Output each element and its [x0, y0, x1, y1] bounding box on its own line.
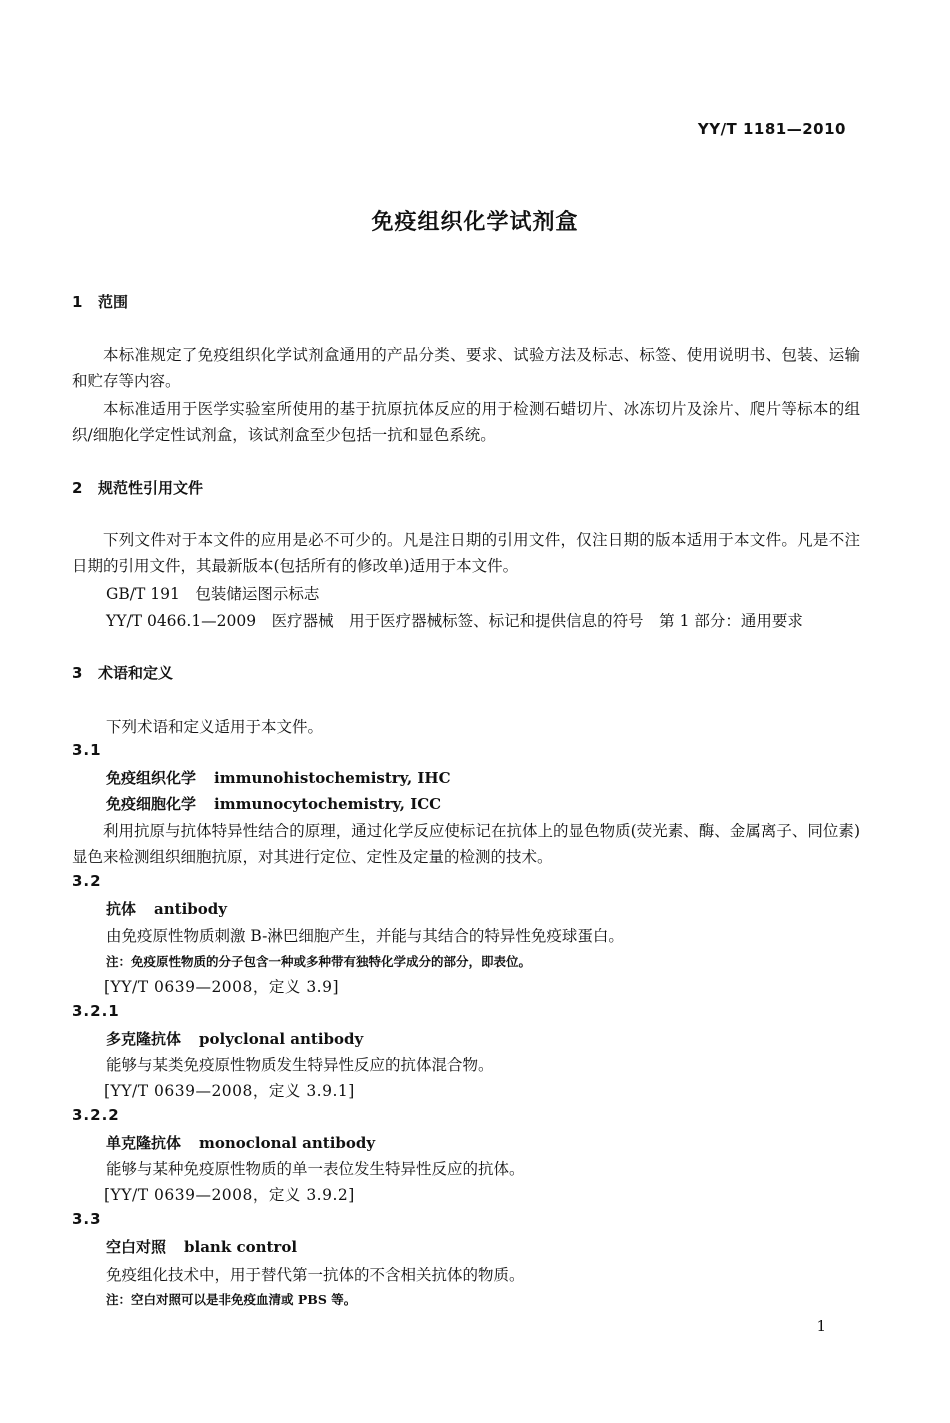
- term-cn: 免疫组织化学: [106, 769, 197, 787]
- clause-number-3-2-1: 3.2.1: [72, 1002, 120, 1020]
- term-blank-control: [106, 1236, 297, 1257]
- section-number: 1: [72, 293, 83, 311]
- term-cn: 单克隆抗体: [106, 1134, 182, 1152]
- term-en: monoclonal antibody: [199, 1134, 376, 1152]
- term-monoclonal-antibody: [106, 1132, 375, 1153]
- clause-number-3-2-2: 3.2.2: [72, 1106, 120, 1124]
- reference-yy-t-0466-1: YY/T 0466.1—2009 医疗器械 用于医疗器械标签、标记和提供信息的符号 第 1 部分：通用要求: [106, 612, 803, 630]
- note-3-3: 注：空白对照可以是非免疫血清或 PBS 等。: [106, 1292, 357, 1307]
- source-3-2-2: [YY/T 0639—2008，定义 3.9.2]: [104, 1186, 355, 1204]
- term-immunohistochemistry: [106, 767, 451, 788]
- term-en: immunocytochemistry, ICC: [214, 795, 442, 813]
- term-en: antibody: [154, 900, 227, 918]
- section-title: 术语和定义: [98, 664, 174, 682]
- section-title: 规范性引用文件: [98, 479, 204, 497]
- clause-number-3-1: 3.1: [72, 741, 102, 759]
- term-polyclonal-antibody: [106, 1028, 363, 1049]
- term-en: polyclonal antibody: [199, 1030, 364, 1048]
- clause-number-3-3: 3.3: [72, 1210, 102, 1228]
- document-title: 免疫组织化学试剂盒: [371, 210, 579, 235]
- source-3-2-1: [YY/T 0639—2008，定义 3.9.1]: [104, 1082, 355, 1100]
- definition-3-2-2: 能够与某种免疫原性物质的单一表位发生特异性反应的抗体。: [106, 1160, 525, 1178]
- term-antibody: [106, 898, 227, 919]
- scope-paragraph-1: 本标准规定了免疫组织化学试剂盒通用的产品分类、要求、试验方法及标志、标签、使用说明书、包装、运输和贮存等内容。: [72, 346, 860, 390]
- section-2-heading: [72, 477, 203, 498]
- clause-number-3-2: 3.2: [72, 872, 102, 890]
- section-number: 3: [72, 664, 83, 682]
- term-cn: 免疫细胞化学: [106, 795, 197, 813]
- term-cn: 空白对照: [106, 1238, 167, 1256]
- definition-3-1: 利用抗原与抗体特异性结合的原理，通过化学反应使标记在抗体上的显色物质(荧光素、酶、金属离子、同位素)显色来检测组织细胞抗原，对其进行定位、定性及定量的检测的技术。: [72, 822, 860, 866]
- references-paragraph: 下列文件对于本文件的应用是必不可少的。凡是注日期的引用文件，仅注日期的版本适用于本文件。凡是不注日期的引用文件，其最新版本(包括所有的修改单)适用于本文件。: [72, 531, 860, 575]
- section-3-heading: [72, 662, 173, 683]
- definition-3-2-1: 能够与某类免疫原性物质发生特异性反应的抗体混合物。: [106, 1056, 494, 1074]
- scope-paragraph-2: 本标准适用于医学实验室所使用的基于抗原抗体反应的用于检测石蜡切片、冰冻切片及涂片、爬片等标本的组织/细胞化学定性试剂盒，该试剂盒至少包括一抗和显色系统。: [72, 400, 860, 444]
- terms-intro: 下列术语和定义适用于本文件。: [106, 718, 324, 736]
- definition-3-3: 免疫组化技术中，用于替代第一抗体的不含相关抗体的物质。: [106, 1266, 525, 1284]
- term-immunocytochemistry: [106, 793, 441, 814]
- term-en: immunohistochemistry, IHC: [214, 769, 451, 787]
- reference-gb-t-191: GB/T 191 包装储运图示标志: [106, 585, 320, 603]
- term-en: blank control: [184, 1238, 298, 1256]
- section-1-heading: [72, 291, 128, 312]
- term-cn: 抗体: [106, 900, 137, 918]
- page-number: 1: [816, 1317, 826, 1335]
- section-title: 范围: [98, 293, 129, 311]
- definition-3-2: 由免疫原性物质刺激 B-淋巴细胞产生，并能与其结合的特异性免疫球蛋白。: [106, 927, 624, 945]
- note-3-2: 注：免疫原性物质的分子包含一种或多种带有独特化学成分的部分，即表位。: [106, 954, 532, 969]
- section-number: 2: [72, 479, 83, 497]
- term-cn: 多克隆抗体: [106, 1030, 182, 1048]
- standard-code: YY/T 1181—2010: [697, 120, 846, 138]
- source-3-2: [YY/T 0639—2008，定义 3.9]: [104, 978, 340, 996]
